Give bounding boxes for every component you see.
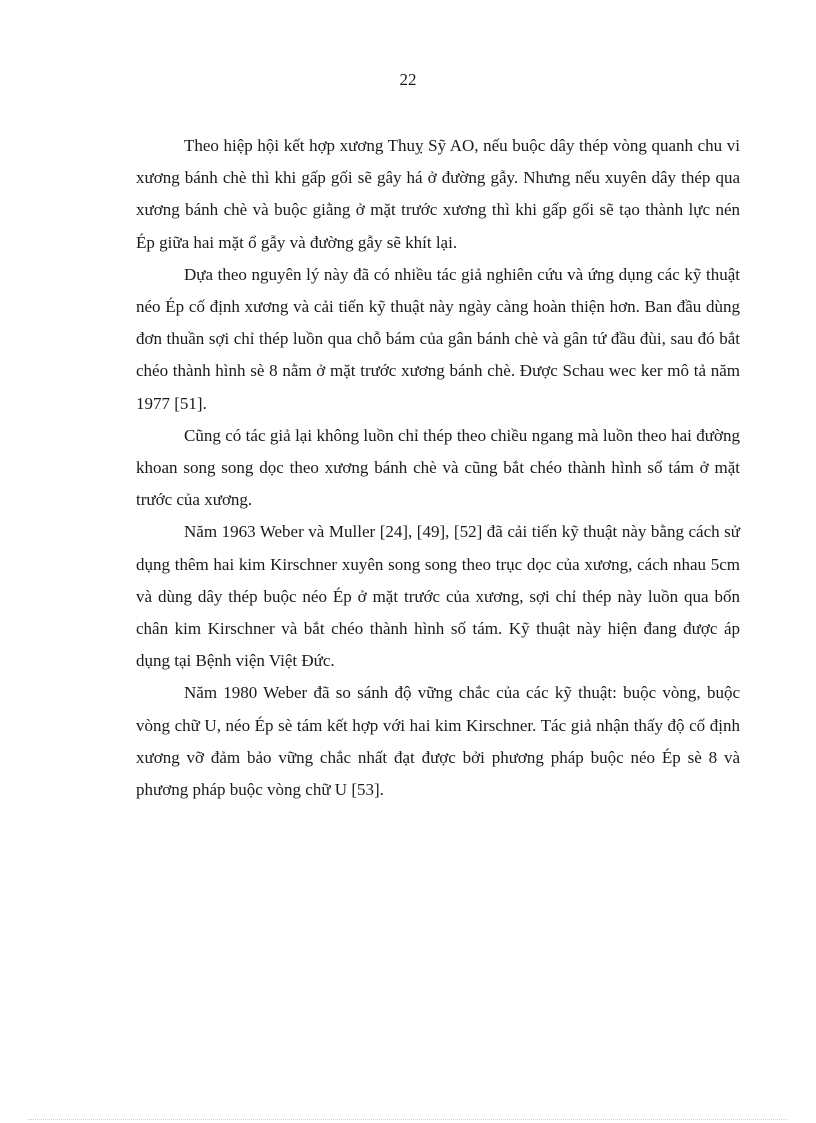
- page-bottom-divider: [28, 1119, 788, 1120]
- document-body: [136, 130, 740, 806]
- paragraph-2: Dựa theo nguyên lý này đã có nhiều tác giả nghiên cứu và ứng dụng các kỹ thuật néo Ép cố định xương và cải tiến kỹ thuật này ngày càng hoàn thiện hơn. Ban đầu dùng đơn thuần sợi chỉ thép luồn qua chỗ bám của gân bánh chè và gân tứ đầu đùi, sau đó bắt chéo thành hình sè 8 nằm ở mặt trước xương bánh chè. Được Schau wec ker mô tả năm 1977 [51].: [136, 264, 740, 413]
- paragraph-4: Năm 1963 Weber và Muller [24], [49], [52] đã cải tiến kỹ thuật này bằng cách sử dụng thêm hai kim Kirschner xuyên song song theo trục dọc của xương, cách nhau 5cm và dùng dây thép buộc néo Ép ở mặt trước của xương, sợi chỉ thép này luồn qua bốn chân kim Kirschner và bắt chéo thành hình số tám. Kỹ thuật này hiện đang được áp dụng tại Bệnh viện Việt Đức.: [136, 522, 740, 671]
- paragraph-1: Theo hiệp hội kết hợp xương Thuỵ Sỹ AO, nếu buộc dây thép vòng quanh chu vi xương bánh chè thì khi gấp gối sẽ gây há ở đường gẫy. Nhưng nếu xuyên dây thép qua xương bánh chè và buộc giằng ở mặt trước xương thì khi gấp gối sẽ tạo thành lực nén Ép giữa hai mặt ổ gẫy và đường gẫy sẽ khít lại.: [136, 136, 740, 252]
- paragraph-3: Cũng có tác giả lại không luồn chỉ thép theo chiều ngang mà luồn theo hai đường khoan song song dọc theo xương bánh chè và cũng bắt chéo thành hình số tám ở mặt trước của xương.: [136, 425, 740, 510]
- paragraph-5: Năm 1980 Weber đã so sánh độ vững chắc của các kỹ thuật: buộc vòng, buộc vòng chữ U, néo Ép sè tám kết hợp với hai kim Kirschner. Tác giả nhận thấy độ cố định xương vỡ đảm bảo vững chắc nhất đạt được bởi phương pháp buộc néo Ép sè 8 và phương pháp buộc vòng chữ U [53].: [136, 683, 740, 800]
- page-number: 22: [399, 70, 417, 89]
